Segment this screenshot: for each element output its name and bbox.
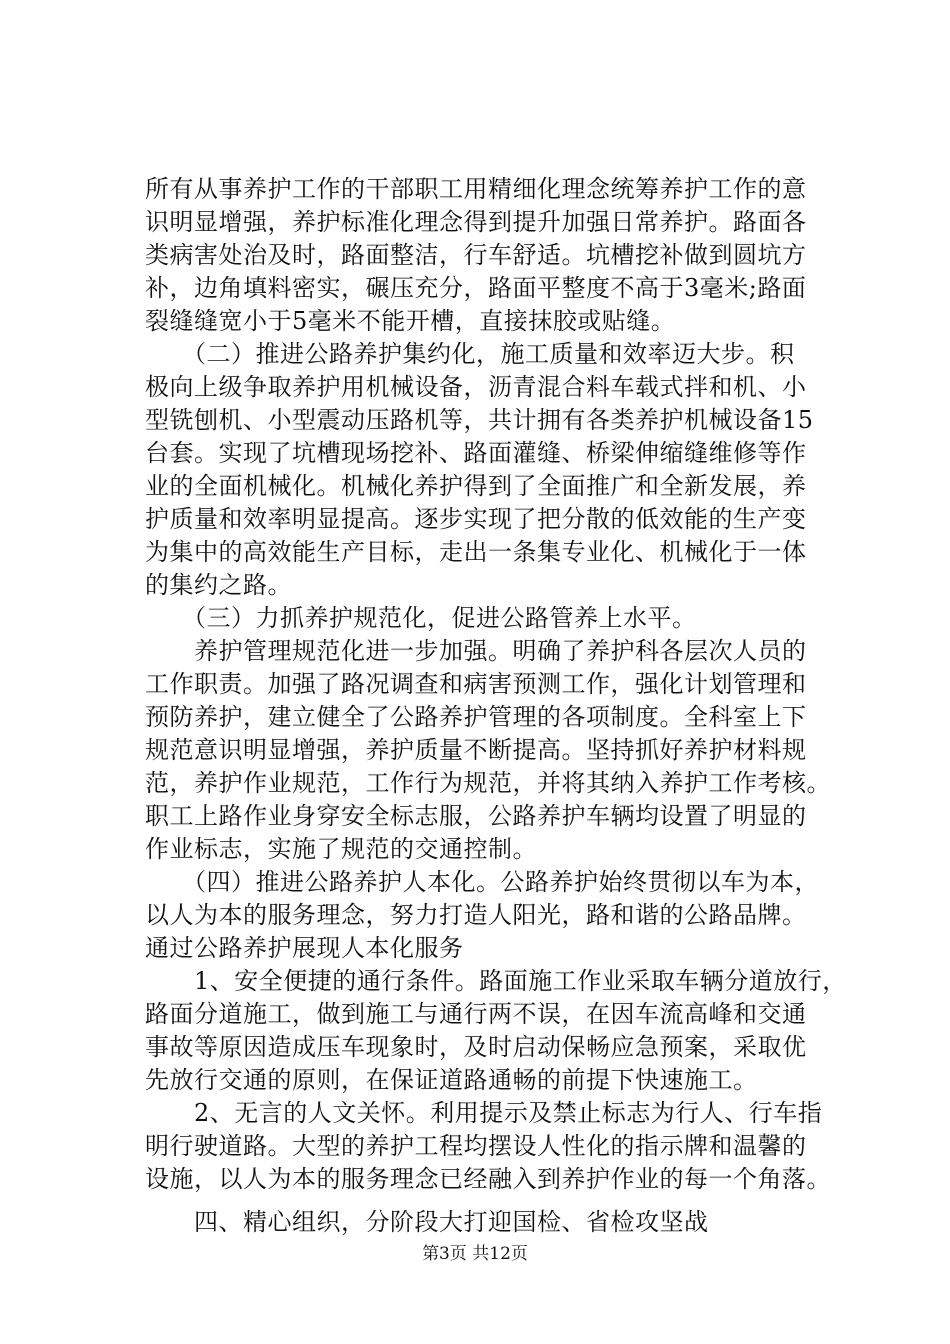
body-text-line: 路面分道施工，做到施工与通行两不误，在因车流高峰和交通 [145,1000,807,1028]
body-text-line: 所有从事养护工作的干部职工用精细化理念统筹养护工作的意 [145,175,807,203]
body-text-line: 设施，以人为本的服务理念已经融入到养护作业的每一个角落。 [145,1165,831,1193]
body-text-line: 规范意识明显增强，养护质量不断提高。坚持抓好养护材料规 [145,736,807,764]
body-text-line: 为集中的高效能生产目标，走出一条集专业化、机械化于一体 [145,538,807,566]
body-text-line: 通过公路养护展现人本化服务 [145,934,464,962]
body-text-line: 极向上级争取养护用机械设备，沥青混合料车载式拌和机、小 [145,373,807,401]
section-heading-2: （二）推进公路养护集约化，施工质量和效率迈大步。积 [145,340,795,368]
body-text-line: 职工上路作业身穿安全标志服，公路养护车辆均设置了明显的 [145,802,807,830]
body-text-line: 识明显增强，养护标准化理念得到提升加强日常养护。路面各 [145,208,807,236]
body-text-line: 先放行交通的原则，在保证道路通畅的前提下快速施工。 [145,1066,758,1094]
body-text-line: 明行驶道路。大型的养护工程均摆设人性化的指示牌和温馨的 [145,1132,807,1160]
body-text-line: 护质量和效率明显提高。逐步实现了把分散的低效能的生产变 [145,505,807,533]
body-text-line: 型铣刨机、小型震动压路机等，共计拥有各类养护机械设备15 [145,406,814,434]
body-text-line: 养护管理规范化进一步加强。明确了养护科各层次人员的 [145,637,807,665]
body-text-line: 补，边角填料密实，碾压充分，路面平整度不高于3毫米;路面 [145,274,807,302]
section-heading-four: 四、精心组织，分阶段大打迎国检、省检攻坚战 [145,1208,709,1236]
body-text-line: 作业标志，实施了规范的交通控制。 [145,835,537,863]
body-text-line: 业的全面机械化。机械化养护得到了全面推广和全新发展，养 [145,472,807,500]
list-item-2: 2、无言的人文关怀。利用提示及禁止标志为行人、行车指 [145,1099,823,1127]
section-heading-3: （三）力抓养护规范化，促进公路管养上水平。 [145,604,697,632]
body-text-line: 事故等原因造成压车现象时，及时启动保畅应急预案，采取优 [145,1033,807,1061]
body-text-line: 工作职责。加强了路况调查和病害预测工作，强化计划管理和 [145,670,807,698]
body-text-line: 预防养护，建立健全了公路养护管理的各项制度。全科室上下 [145,703,807,731]
section-heading-4: （四）推进公路养护人本化。公路养护始终贯彻以车为本， [145,868,819,896]
body-text-line: 台套。实现了坑槽现场挖补、路面灌缝、桥梁伸缩缝维修等作 [145,439,807,467]
body-text-line: 裂缝缝宽小于5毫米不能开槽，直接抹胶或贴缝。 [145,307,676,335]
body-text-line: 范，养护作业规范，工作行为规范，并将其纳入养护工作考核。 [145,769,831,797]
body-text-line: 的集约之路。 [145,571,292,599]
page-number-footer: 第3页 共12页 [422,1244,528,1264]
body-text-line: 类病害处治及时，路面整洁，行车舒适。坑槽挖补做到圆坑方 [145,241,807,269]
list-item-1: 1、安全便捷的通行条件。路面施工作业采取车辆分道放行， [145,967,847,995]
body-text-line: 以人为本的服务理念，努力打造人阳光，路和谐的公路品牌。 [145,901,807,929]
